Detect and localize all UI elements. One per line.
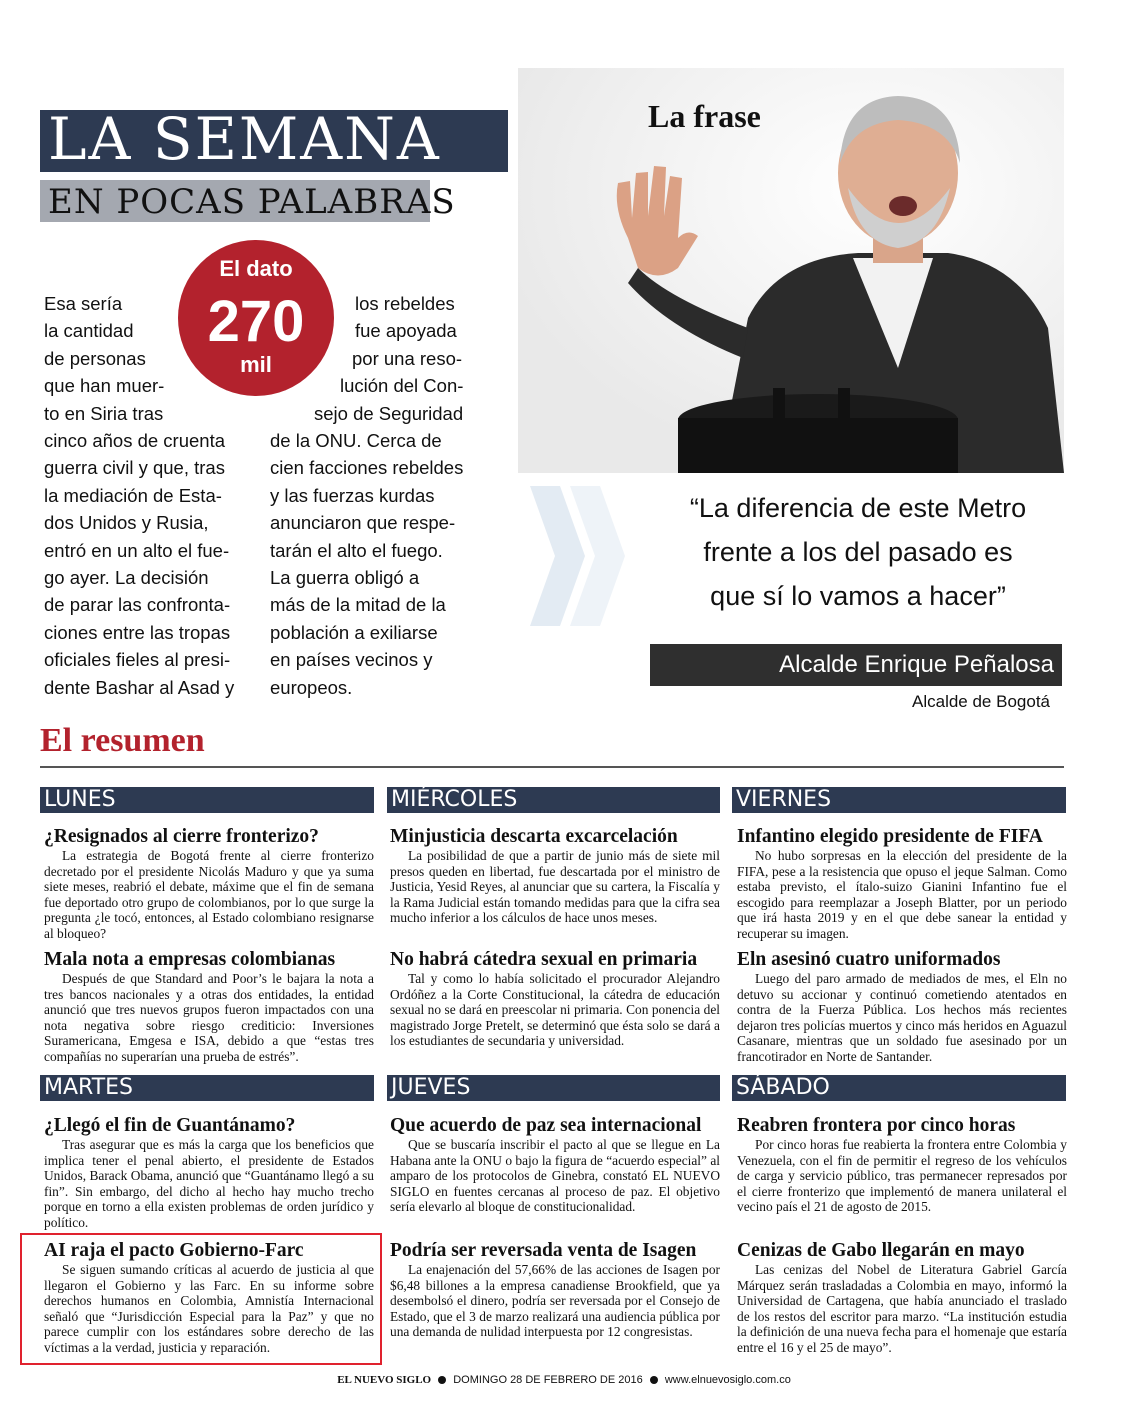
section-title: LA SEMANA <box>48 105 441 173</box>
footer-url: www.elnuevosiglo.com.co <box>664 1374 791 1386</box>
news-body: Que se buscaría inscribir el pacto al que se llegue en La Habana ante la ONU o bajo la figura de “acuerdo especial” al amparo de los protocolos de Ginebra, constató EL NUEVO SIGLO en fuentes cercanas al proceso de paz. El objetivo sería elevarlo al bloque de constitucionalidad. <box>390 1137 720 1215</box>
day-bar-lunes <box>40 787 374 813</box>
dato-left-line: entró en un alto el fue- <box>44 539 230 561</box>
dato-right-line: cien facciones rebeldes <box>270 457 464 479</box>
dato-left-line: que han muer- <box>44 375 165 397</box>
quote-line: “La diferencia de este Metro <box>689 493 1027 523</box>
footer-date: DOMINGO 28 DE FEBRERO DE 2016 <box>453 1374 643 1386</box>
day-label: VIERNES <box>736 787 832 812</box>
dato-left-line: la cantidad <box>44 320 134 342</box>
news-headline: No habrá cátedra sexual en primaria <box>390 949 698 970</box>
news-headline: Cenizas de Gabo llegarán en mayo <box>737 1240 1025 1261</box>
news-headline: Que acuerdo de paz sea internacional <box>390 1115 702 1136</box>
news-item <box>390 1115 720 1215</box>
dato-right-line: sejo de Seguridad <box>314 402 464 424</box>
dato-right-line: lución del Con- <box>340 375 464 397</box>
day-label: LUNES <box>44 787 116 812</box>
news-headline: AI raja el pacto Gobierno-Farc <box>44 1240 304 1261</box>
dato-left-line: guerra civil y que, tras <box>44 457 225 479</box>
news-headline: ¿Resignados al cierre fronterizo? <box>44 826 319 847</box>
dato-left-line: la mediación de Esta- <box>44 484 222 506</box>
news-body: Tras asegurar que es más la carga que los beneficios que implica tener el penal abierto, el presidente de Estados Unidos, Barack Obama, anunció que “Guantánamo llegó a su fin”. Sin embargo, del dicho al hecho hay mucho trecho porque en torno a ella existen problemas de orden jurídico y político. <box>44 1137 374 1230</box>
news-item <box>737 1240 1067 1356</box>
frase-label: La frase <box>648 98 761 134</box>
news-headline: Mala nota a empresas colombianas <box>44 949 336 970</box>
news-body: La posibilidad de que a partir de junio más de siete mil presos queden en libertad, fue descartada por el ministro de Justicia, Yesid Reyes, al anunciar que su cartera, la Fiscalía y la Rama Judicial están tomando medidas para que la cifra sea mucho inferior a los cálculos de hace unos meses. <box>390 848 720 926</box>
quote <box>598 486 1118 618</box>
dato-right-line: tarán el alto el fuego. <box>270 539 443 561</box>
dato-number: 270 <box>207 289 305 354</box>
news-item <box>390 949 720 1049</box>
day-label: MARTES <box>44 1075 134 1100</box>
dato-left-line: dente Bashar al Asad y <box>44 676 235 698</box>
news-item <box>44 949 374 1065</box>
news-headline: Minjusticia descarta excarcelación <box>390 826 678 847</box>
dato-right-line: La guerra obligó a <box>270 567 420 589</box>
news-headline: ¿Llegó el fin de Guantánamo? <box>44 1115 296 1136</box>
dato-right-line: anunciaron que respe- <box>270 512 456 534</box>
day-bar-miercoles <box>387 787 720 813</box>
dato-left-line: de parar las confronta- <box>44 594 231 616</box>
news-headline: Reabren frontera por cinco horas <box>737 1115 1016 1136</box>
author-name: Alcalde Enrique Peñalosa <box>779 651 1054 678</box>
news-body: La enajenación del 57,66% de las acciones de Isagen por $6,48 billones a la empresa canadiense Brookfield, que ya desembolsó el dinero, podría ser reversada por el Consejo de Estado, que el 3 de marzo realizará una audiencia pública por una demanda de nulidad interpuesta por 12 congresistas. <box>390 1262 720 1340</box>
section-subtitle: EN POCAS PALABRAS <box>48 182 456 222</box>
highlight-box <box>20 1233 382 1365</box>
news-item <box>737 949 1067 1065</box>
dato-right-line: por una reso- <box>352 347 463 369</box>
bullet-icon <box>438 1376 446 1384</box>
news-body: La estrategia de Bogotá frente al cierre fronterizo decretado por el presidente Nicolás Maduro y que ya suma siete meses, reabrió el debate, máxime que el fin de semana fue deportado otro grupo de colombianos, por lo que surge la pregunta ¿le tocó, entonces, al Estado colombiano resignarse al bloqueo? <box>44 848 374 941</box>
resumen-title: El resumen <box>40 722 205 759</box>
news-item <box>737 826 1067 942</box>
dato-right-line: población a exiliarse <box>270 621 438 643</box>
dato-label: El dato <box>219 256 293 281</box>
quote-line: que sí lo vamos a hacer” <box>710 581 1006 611</box>
day-label: MIÉRCOLES <box>391 787 518 812</box>
dato-left-line: Esa sería <box>44 293 123 314</box>
divider <box>40 766 1064 768</box>
day-bar-jueves <box>387 1075 720 1101</box>
news-body: No hubo sorpresas en la elección del presidente de la FIFA, pese a la resistencia que opuso el jeque Salman. Como estaba previsto, el ítalo-suizo Gianini Infantino fue el escogido para reemplazar a Joseph Blatter, por un periodo que irá hasta 2019 y en el que debe sanear la entidad y recuperar su imagen. <box>737 848 1067 941</box>
quote-line: frente a los del pasado es <box>703 537 1013 567</box>
news-item <box>390 826 720 926</box>
dato-right-line: los rebeldes <box>355 293 455 314</box>
dato-unit: mil <box>240 352 272 377</box>
news-item <box>390 1240 720 1340</box>
dato-right-line: europeos. <box>270 676 353 698</box>
footer <box>0 1374 1128 1386</box>
dato-right-line: fue apoyada <box>355 320 457 342</box>
dato-text-left <box>44 290 264 701</box>
news-item <box>44 1115 374 1231</box>
news-item <box>44 826 374 942</box>
dato-left-line: go ayer. La decisión <box>44 567 209 589</box>
dato-text-right <box>270 290 510 701</box>
day-bar-viernes <box>732 787 1066 813</box>
news-body: Las cenizas del Nobel de Literatura Gabriel García Márquez serán trasladadas a Colombia en mayo, informó la Universidad de Cartagena, que había anunciado el traslado de los restos del escritor para marzo. “La institución estudia la definición de una nueva fecha para el homenaje que estaría entre el 16 y el 25 de mayo”. <box>737 1262 1067 1355</box>
dato-left-line: oficiales fieles al presi- <box>44 649 231 671</box>
author-role: Alcalde de Bogotá <box>912 692 1050 711</box>
news-body: Por cinco horas fue reabierta la frontera entre Colombia y Venezuela, con el fin de permitir el regreso de los vehículos de carga y servicio público, tras permanecer represados por el cierre fronterizo que implementó de manera unilateral el vecino país el 21 de agosto de 2015. <box>737 1137 1067 1215</box>
news-body: Después de que Standard and Poor’s le bajara la nota a tres bancos nacionales y a otras dos entidades, la entidad anunció que tres nuevos grupos fueron impactados con una nota negativa sobre riesgo crediticio: Inversiones Suramericana, Emgesa e ISA, debido a que “estas tres compañías no superarían una prueba de estrés”. <box>44 971 374 1064</box>
day-label: SÁBADO <box>736 1075 830 1100</box>
bullet-icon <box>650 1376 658 1384</box>
news-body: Luego del paro armado de mediados de mes, el Eln no detuvo su accionar y continuó cometiendo atentados en contra de la Fuerza Pública. Los hechos más recientes dejaron tres policías muertos y cinco más heridos en Aguazul Casanare, mientras que un soldado fue asesinado por un francotirador en Norte de Santander. <box>737 971 1067 1064</box>
dato-right-line: más de la mitad de la <box>270 594 446 616</box>
dato-left-line: cinco años de cruenta <box>44 430 226 452</box>
day-label: JUEVES <box>391 1075 471 1100</box>
dato-right-line: y las fuerzas kurdas <box>270 484 435 506</box>
news-headline: Infantino elegido presidente de FIFA <box>737 826 1043 847</box>
news-body: Se siguen sumando críticas al acuerdo de justicia al que llegaron el Gobierno y las Farc. En su informe sobre derechos humanos en Colombia, Amnistía Internacional señaló que “Jurisdicción Especial para la Paz” y que no parece cumplir con los estándares sobre derecho de las víctimas a la verdad, justicia y reparación. <box>44 1262 374 1355</box>
news-body: Tal y como lo había solicitado el procurador Alejandro Ordóñez a la Corte Constitucional, la cátedra de educación sexual no se dará en preescolar ni primaria. Con ponencia del magistrado Jorge Pretelt, se determinó que ésta solo se dará a los estudiantes de secundaria y universidad. <box>390 971 720 1049</box>
news-headline: Eln asesinó cuatro uniformados <box>737 949 1001 970</box>
dato-left-line: to en Siria tras <box>44 402 164 424</box>
dato-left-line: ciones entre las tropas <box>44 621 231 643</box>
dato-left-line: dos Unidos y Rusia, <box>44 512 209 534</box>
news-item <box>737 1115 1067 1215</box>
day-bar-sabado <box>732 1075 1066 1101</box>
dato-right-line: de la ONU. Cerca de <box>270 430 442 452</box>
day-bar-martes <box>40 1075 374 1101</box>
news-headline: Podría ser reversada venta de Isagen <box>390 1240 697 1261</box>
dato-right-line: en países vecinos y <box>270 649 433 671</box>
speaker-photo <box>518 68 1064 473</box>
dato-left-line: de personas <box>44 347 146 369</box>
footer-brand: EL NUEVO SIGLO <box>337 1374 432 1386</box>
